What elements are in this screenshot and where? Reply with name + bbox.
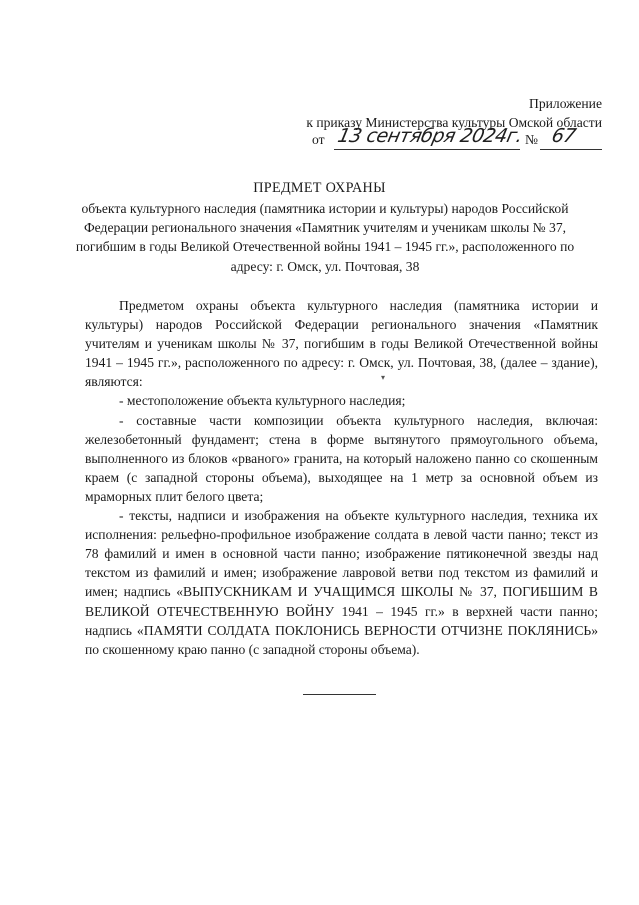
document-title: ПРЕДМЕТ ОХРАНЫ [253,180,386,196]
body-item-location: - местоположение объекта культурного наследия; [119,393,406,409]
handwritten-date: 13 сентября 2024г. [335,125,525,147]
date-underline [334,149,520,150]
body-item-composition: - составные части композиции объекта культурного наследия, включая: железобетонный фундамент; стена в форме вытянутого прямоугольного объема, выполненного из блоков «рваного» гранита, на который наложено панно со скошенным краем (с западной стороны объема), выходящее на 1 метр за основной объем из мраморных плит белого цвета; [85,412,598,504]
number-underline [540,149,602,150]
document-body [85,296,598,659]
date-prefix: от [312,132,325,147]
document-subtitle: объекта культурного наследия (памятника истории и культуры) народов Российской Федерации регионального значения «Памятник учителям и ученикам школы № 37, погибшим в годы Великой Отечественной войны 1941 – 1945 гг.», расположенного по адресу: г. Омск, ул. Почтовая, 38 [75,201,575,274]
body-item-inscriptions: - тексты, надписи и изображения на объекте культурного наследия, техника их исполнения: рельефно-профильное изображение солдата в левой части панно; текст из 78 фамилий и имен в основной части панно; изображение пятиконечной звезды над текстом из фамилий и имен; изображение лавровой ветви под текстом из фамилий и имен; надпись «ВЫПУСКНИКАМ И УЧАЩИМСЯ ШКОЛЫ № 37, ПОГИБШИМ В ВЕЛИКОЙ ОТЕЧЕСТВЕННУЮ ВОЙНУ 1941 – 1945 гг.» в верхней части панно; надпись «ПАМЯТИ СОЛДАТА ПОКЛОНИСЬ ВЕРНОСТИ ОТЧИЗНЕ ПОКЛЯНИСЬ» по скошенному краю панно (с западной стороны объема). [85,508,598,657]
appendix-label: Приложение [529,96,602,111]
stray-mark: ▾ [381,373,386,382]
number-prefix: № [525,132,538,147]
closing-separator-line [303,694,376,695]
handwritten-number: 67 [549,125,578,147]
body-paragraph-intro: Предметом охраны объекта культурного наследия (памятника истории и культуры) народов Российской Федерации регионального значения «Памятник учителям и ученикам школы № 37, погибшим в годы Великой Отечественной войны 1941 – 1945 гг.», расположенного по адресу: г. Омск, ул. Почтовая, 38, (далее – здание), являются: [85,298,598,390]
order-reference: к приказу Министерства культуры Омской области [306,115,602,130]
